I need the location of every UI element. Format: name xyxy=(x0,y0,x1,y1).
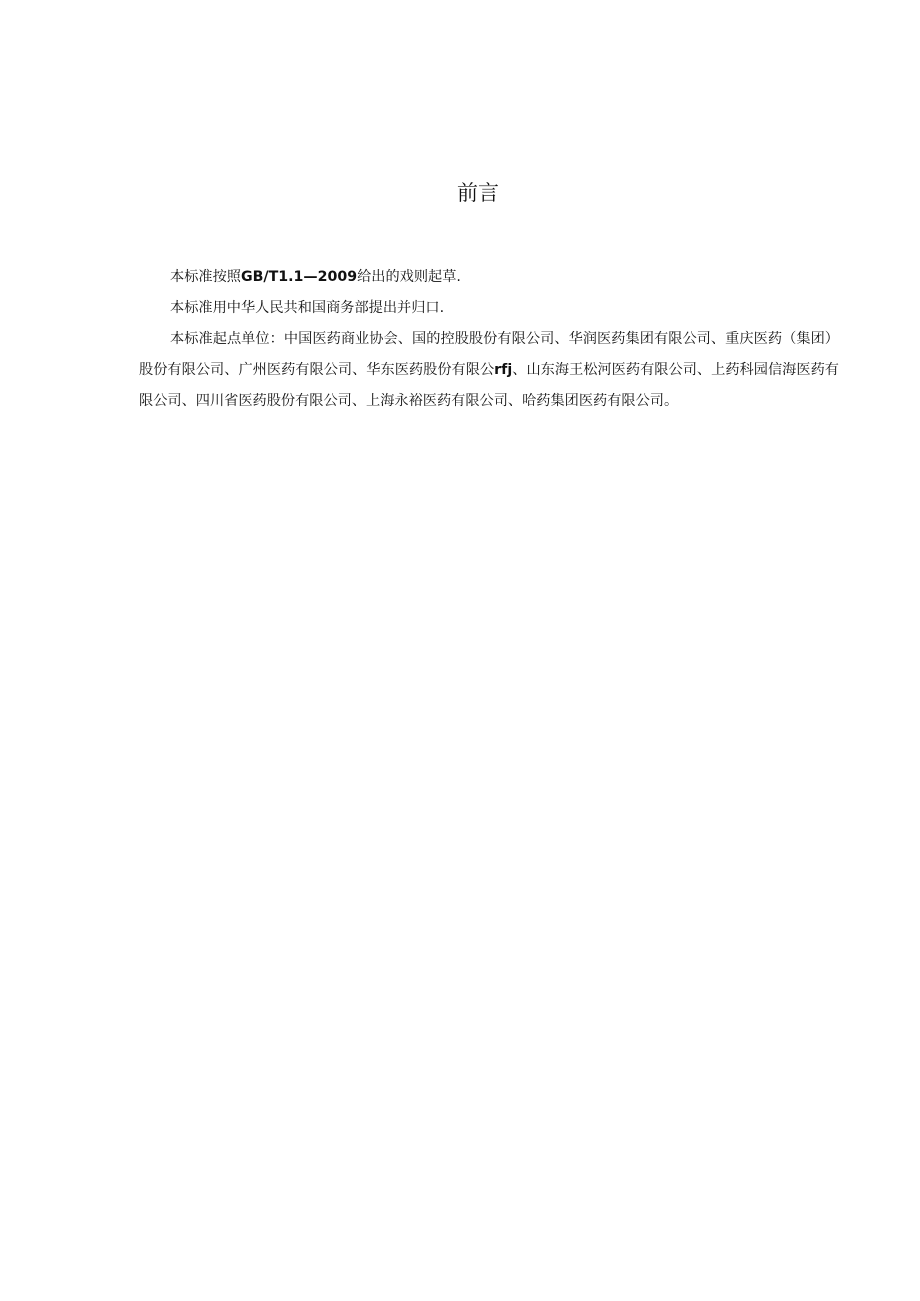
garbled-text: rfj xyxy=(494,362,513,378)
paragraph-text: 本标准按照 xyxy=(170,269,241,285)
document-body xyxy=(139,262,839,417)
paragraph-drafting-rules xyxy=(139,262,839,293)
paragraph-text: 本标准起点单位：中国医药商业协会、国的控股股份有限公司、华润医药集团有限公司、重庆医药（集团）股份有限公司、广州医药有限公司、华东医药股份有限公 xyxy=(139,331,839,378)
standard-code: GB/T1.1—2009 xyxy=(240,269,358,285)
paragraph-text: 、山东海王松河医药有限公司、上药科园信海医药有限公司、四川省医药股份有限公司、上海永裕医药有限公司、哈药集团医药有限公司。 xyxy=(139,362,839,409)
paragraph-drafting-units xyxy=(139,324,839,417)
page-title: 前言 xyxy=(457,181,499,205)
paragraph-text: 给出的戏则起草. xyxy=(357,269,461,285)
paragraph-proposer: 本标准用中华人民共和国商务部提出并归口. xyxy=(170,300,445,316)
